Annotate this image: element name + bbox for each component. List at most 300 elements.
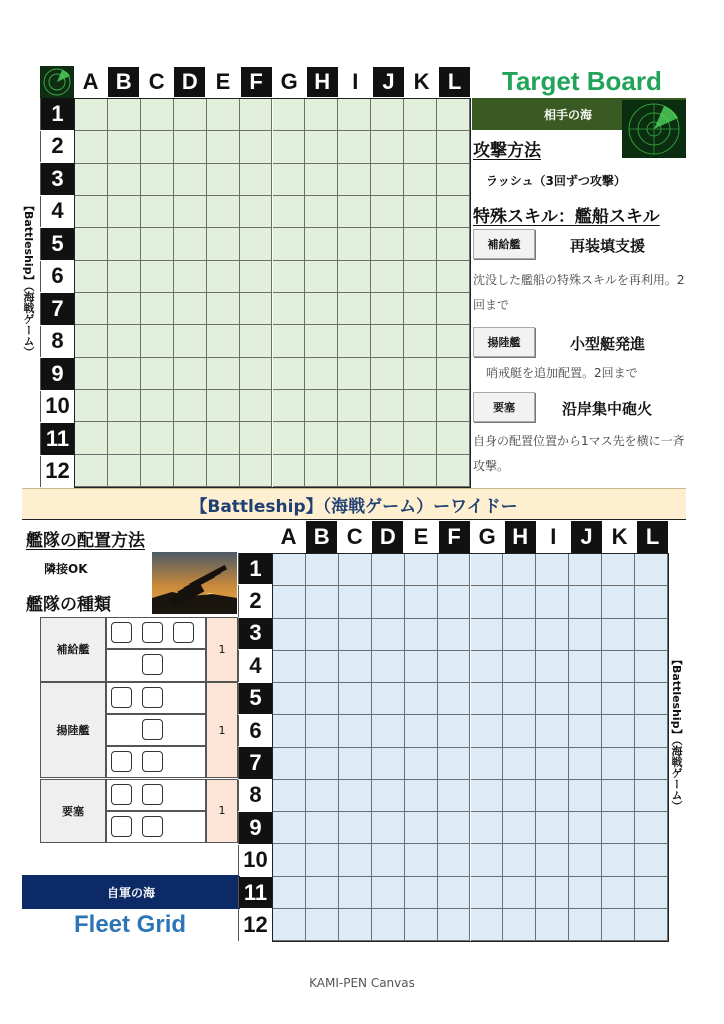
grid-cell[interactable] xyxy=(141,196,174,228)
grid-cell[interactable] xyxy=(141,261,174,293)
grid-cell[interactable] xyxy=(437,455,470,487)
grid-cell[interactable] xyxy=(371,164,404,196)
grid-cell[interactable] xyxy=(602,683,635,715)
grid-cell[interactable] xyxy=(437,196,470,228)
grid-cell[interactable] xyxy=(371,293,404,325)
ship-hit-checkbox[interactable] xyxy=(111,784,132,805)
grid-cell[interactable] xyxy=(339,683,372,715)
grid-cell[interactable] xyxy=(404,358,437,390)
ship-hit-checkbox[interactable] xyxy=(142,784,163,805)
grid-cell[interactable] xyxy=(207,228,240,260)
grid-cell[interactable] xyxy=(207,131,240,163)
grid-cell[interactable] xyxy=(438,909,471,941)
grid-cell[interactable] xyxy=(75,358,108,390)
grid-cell[interactable] xyxy=(503,844,536,876)
grid-cell[interactable] xyxy=(240,358,273,390)
grid-cell[interactable] xyxy=(75,99,108,131)
grid-cell[interactable] xyxy=(141,131,174,163)
ship-hit-checkbox[interactable] xyxy=(142,816,163,837)
grid-cell[interactable] xyxy=(338,455,371,487)
grid-cell[interactable] xyxy=(108,131,141,163)
grid-cell[interactable] xyxy=(602,877,635,909)
grid-cell[interactable] xyxy=(305,261,338,293)
grid-cell[interactable] xyxy=(438,780,471,812)
grid-cell[interactable] xyxy=(503,780,536,812)
grid-cell[interactable] xyxy=(503,586,536,618)
grid-cell[interactable] xyxy=(536,651,569,683)
grid-cell[interactable] xyxy=(75,228,108,260)
grid-cell[interactable] xyxy=(339,909,372,941)
grid-cell[interactable] xyxy=(339,554,372,586)
grid-cell[interactable] xyxy=(437,131,470,163)
grid-cell[interactable] xyxy=(174,131,207,163)
grid-cell[interactable] xyxy=(108,99,141,131)
grid-cell[interactable] xyxy=(602,715,635,747)
grid-cell[interactable] xyxy=(141,325,174,357)
grid-cell[interactable] xyxy=(305,293,338,325)
grid-cell[interactable] xyxy=(75,196,108,228)
grid-cell[interactable] xyxy=(405,748,438,780)
grid-cell[interactable] xyxy=(371,358,404,390)
grid-cell[interactable] xyxy=(75,390,108,422)
grid-cell[interactable] xyxy=(174,196,207,228)
grid-cell[interactable] xyxy=(602,586,635,618)
grid-cell[interactable] xyxy=(273,196,306,228)
grid-cell[interactable] xyxy=(273,554,306,586)
grid-cell[interactable] xyxy=(405,651,438,683)
grid-cell[interactable] xyxy=(405,877,438,909)
grid-cell[interactable] xyxy=(503,877,536,909)
grid-cell[interactable] xyxy=(306,748,339,780)
grid-cell[interactable] xyxy=(536,619,569,651)
grid-cell[interactable] xyxy=(371,325,404,357)
grid-cell[interactable] xyxy=(305,164,338,196)
grid-cell[interactable] xyxy=(75,131,108,163)
grid-cell[interactable] xyxy=(141,293,174,325)
grid-cell[interactable] xyxy=(405,844,438,876)
grid-cell[interactable] xyxy=(273,261,306,293)
grid-cell[interactable] xyxy=(471,619,504,651)
grid-cell[interactable] xyxy=(207,455,240,487)
grid-cell[interactable] xyxy=(404,422,437,454)
grid-cell[interactable] xyxy=(273,325,306,357)
grid-cell[interactable] xyxy=(207,325,240,357)
ship-hit-checkbox[interactable] xyxy=(142,751,163,772)
grid-cell[interactable] xyxy=(338,293,371,325)
grid-cell[interactable] xyxy=(240,228,273,260)
grid-cell[interactable] xyxy=(503,748,536,780)
grid-cell[interactable] xyxy=(75,164,108,196)
grid-cell[interactable] xyxy=(405,780,438,812)
grid-cell[interactable] xyxy=(174,164,207,196)
grid-cell[interactable] xyxy=(339,780,372,812)
grid-cell[interactable] xyxy=(108,228,141,260)
grid-cell[interactable] xyxy=(339,619,372,651)
grid-cell[interactable] xyxy=(438,877,471,909)
grid-cell[interactable] xyxy=(273,131,306,163)
grid-cell[interactable] xyxy=(273,651,306,683)
grid-cell[interactable] xyxy=(438,748,471,780)
grid-cell[interactable] xyxy=(273,358,306,390)
grid-cell[interactable] xyxy=(471,715,504,747)
grid-cell[interactable] xyxy=(339,748,372,780)
grid-cell[interactable] xyxy=(372,780,405,812)
grid-cell[interactable] xyxy=(273,909,306,941)
grid-cell[interactable] xyxy=(437,99,470,131)
grid-cell[interactable] xyxy=(305,455,338,487)
grid-cell[interactable] xyxy=(437,164,470,196)
grid-cell[interactable] xyxy=(404,390,437,422)
grid-cell[interactable] xyxy=(405,619,438,651)
grid-cell[interactable] xyxy=(108,164,141,196)
grid-cell[interactable] xyxy=(141,358,174,390)
grid-cell[interactable] xyxy=(338,99,371,131)
ship-hit-checkbox[interactable] xyxy=(142,719,163,740)
grid-cell[interactable] xyxy=(108,293,141,325)
grid-cell[interactable] xyxy=(536,812,569,844)
grid-cell[interactable] xyxy=(437,390,470,422)
grid-cell[interactable] xyxy=(240,99,273,131)
grid-cell[interactable] xyxy=(371,422,404,454)
grid-cell[interactable] xyxy=(536,780,569,812)
grid-cell[interactable] xyxy=(371,455,404,487)
grid-cell[interactable] xyxy=(438,715,471,747)
grid-cell[interactable] xyxy=(405,683,438,715)
grid-cell[interactable] xyxy=(471,909,504,941)
grid-cell[interactable] xyxy=(536,877,569,909)
grid-cell[interactable] xyxy=(404,228,437,260)
grid-cell[interactable] xyxy=(635,683,668,715)
grid-cell[interactable] xyxy=(602,651,635,683)
grid-cell[interactable] xyxy=(338,390,371,422)
grid-cell[interactable] xyxy=(569,586,602,618)
grid-cell[interactable] xyxy=(372,619,405,651)
grid-cell[interactable] xyxy=(405,715,438,747)
grid-cell[interactable] xyxy=(503,554,536,586)
grid-cell[interactable] xyxy=(635,780,668,812)
grid-cell[interactable] xyxy=(503,715,536,747)
grid-cell[interactable] xyxy=(602,844,635,876)
grid-cell[interactable] xyxy=(174,293,207,325)
grid-cell[interactable] xyxy=(602,554,635,586)
grid-cell[interactable] xyxy=(174,99,207,131)
grid-cell[interactable] xyxy=(536,844,569,876)
grid-cell[interactable] xyxy=(438,844,471,876)
grid-cell[interactable] xyxy=(437,358,470,390)
grid-cell[interactable] xyxy=(371,228,404,260)
grid-cell[interactable] xyxy=(273,422,306,454)
grid-cell[interactable] xyxy=(602,780,635,812)
grid-cell[interactable] xyxy=(339,844,372,876)
grid-cell[interactable] xyxy=(273,748,306,780)
grid-cell[interactable] xyxy=(372,651,405,683)
grid-cell[interactable] xyxy=(635,554,668,586)
grid-cell[interactable] xyxy=(207,196,240,228)
grid-cell[interactable] xyxy=(338,422,371,454)
grid-cell[interactable] xyxy=(569,780,602,812)
grid-cell[interactable] xyxy=(405,586,438,618)
grid-cell[interactable] xyxy=(339,586,372,618)
grid-cell[interactable] xyxy=(305,99,338,131)
grid-cell[interactable] xyxy=(338,131,371,163)
grid-cell[interactable] xyxy=(569,619,602,651)
grid-cell[interactable] xyxy=(569,651,602,683)
grid-cell[interactable] xyxy=(174,261,207,293)
grid-cell[interactable] xyxy=(273,99,306,131)
ship-hit-checkbox[interactable] xyxy=(111,687,132,708)
grid-cell[interactable] xyxy=(273,877,306,909)
grid-cell[interactable] xyxy=(405,554,438,586)
grid-cell[interactable] xyxy=(339,877,372,909)
grid-cell[interactable] xyxy=(273,164,306,196)
grid-cell[interactable] xyxy=(305,228,338,260)
grid-cell[interactable] xyxy=(404,325,437,357)
grid-cell[interactable] xyxy=(141,228,174,260)
grid-cell[interactable] xyxy=(240,325,273,357)
grid-cell[interactable] xyxy=(438,619,471,651)
grid-cell[interactable] xyxy=(372,586,405,618)
grid-cell[interactable] xyxy=(306,651,339,683)
grid-cell[interactable] xyxy=(471,844,504,876)
grid-cell[interactable] xyxy=(108,196,141,228)
grid-cell[interactable] xyxy=(503,651,536,683)
grid-cell[interactable] xyxy=(273,844,306,876)
grid-cell[interactable] xyxy=(437,261,470,293)
grid-cell[interactable] xyxy=(569,683,602,715)
grid-cell[interactable] xyxy=(372,683,405,715)
grid-cell[interactable] xyxy=(240,455,273,487)
grid-cell[interactable] xyxy=(635,748,668,780)
grid-cell[interactable] xyxy=(404,455,437,487)
grid-cell[interactable] xyxy=(306,683,339,715)
ship-hit-checkbox[interactable] xyxy=(142,687,163,708)
grid-cell[interactable] xyxy=(371,99,404,131)
grid-cell[interactable] xyxy=(240,131,273,163)
grid-cell[interactable] xyxy=(306,844,339,876)
grid-cell[interactable] xyxy=(404,99,437,131)
grid-cell[interactable] xyxy=(569,812,602,844)
grid-cell[interactable] xyxy=(305,422,338,454)
grid-cell[interactable] xyxy=(240,293,273,325)
grid-cell[interactable] xyxy=(635,619,668,651)
grid-cell[interactable] xyxy=(75,325,108,357)
grid-cell[interactable] xyxy=(372,715,405,747)
ship-hit-checkbox[interactable] xyxy=(111,751,132,772)
grid-cell[interactable] xyxy=(371,390,404,422)
grid-cell[interactable] xyxy=(371,261,404,293)
grid-cell[interactable] xyxy=(240,390,273,422)
grid-cell[interactable] xyxy=(635,715,668,747)
grid-cell[interactable] xyxy=(405,909,438,941)
grid-cell[interactable] xyxy=(306,715,339,747)
grid-cell[interactable] xyxy=(273,455,306,487)
grid-cell[interactable] xyxy=(75,293,108,325)
grid-cell[interactable] xyxy=(240,422,273,454)
grid-cell[interactable] xyxy=(141,455,174,487)
grid-cell[interactable] xyxy=(404,293,437,325)
grid-cell[interactable] xyxy=(635,586,668,618)
grid-cell[interactable] xyxy=(306,554,339,586)
grid-cell[interactable] xyxy=(536,554,569,586)
grid-cell[interactable] xyxy=(75,422,108,454)
grid-cell[interactable] xyxy=(174,228,207,260)
grid-cell[interactable] xyxy=(108,261,141,293)
grid-cell[interactable] xyxy=(471,780,504,812)
grid-cell[interactable] xyxy=(108,422,141,454)
grid-cell[interactable] xyxy=(306,619,339,651)
grid-cell[interactable] xyxy=(240,261,273,293)
grid-cell[interactable] xyxy=(405,812,438,844)
grid-cell[interactable] xyxy=(108,325,141,357)
grid-cell[interactable] xyxy=(404,164,437,196)
grid-cell[interactable] xyxy=(471,683,504,715)
grid-cell[interactable] xyxy=(207,293,240,325)
grid-cell[interactable] xyxy=(372,748,405,780)
grid-cell[interactable] xyxy=(108,455,141,487)
grid-cell[interactable] xyxy=(635,909,668,941)
grid-cell[interactable] xyxy=(536,683,569,715)
grid-cell[interactable] xyxy=(503,683,536,715)
grid-cell[interactable] xyxy=(338,228,371,260)
grid-cell[interactable] xyxy=(174,390,207,422)
grid-cell[interactable] xyxy=(305,390,338,422)
ship-hit-checkbox[interactable] xyxy=(111,622,132,643)
grid-cell[interactable] xyxy=(339,812,372,844)
grid-cell[interactable] xyxy=(273,683,306,715)
grid-cell[interactable] xyxy=(75,261,108,293)
grid-cell[interactable] xyxy=(273,390,306,422)
grid-cell[interactable] xyxy=(339,715,372,747)
grid-cell[interactable] xyxy=(306,586,339,618)
grid-cell[interactable] xyxy=(569,877,602,909)
grid-cell[interactable] xyxy=(273,293,306,325)
grid-cell[interactable] xyxy=(438,651,471,683)
grid-cell[interactable] xyxy=(108,358,141,390)
grid-cell[interactable] xyxy=(141,422,174,454)
grid-cell[interactable] xyxy=(503,619,536,651)
grid-cell[interactable] xyxy=(602,909,635,941)
grid-cell[interactable] xyxy=(635,877,668,909)
grid-cell[interactable] xyxy=(273,619,306,651)
grid-cell[interactable] xyxy=(569,748,602,780)
grid-cell[interactable] xyxy=(536,909,569,941)
grid-cell[interactable] xyxy=(174,325,207,357)
grid-cell[interactable] xyxy=(437,228,470,260)
grid-cell[interactable] xyxy=(338,261,371,293)
grid-cell[interactable] xyxy=(635,651,668,683)
grid-cell[interactable] xyxy=(438,683,471,715)
grid-cell[interactable] xyxy=(503,812,536,844)
grid-cell[interactable] xyxy=(305,131,338,163)
grid-cell[interactable] xyxy=(141,99,174,131)
ship-hit-checkbox[interactable] xyxy=(111,816,132,837)
grid-cell[interactable] xyxy=(438,554,471,586)
grid-cell[interactable] xyxy=(338,358,371,390)
grid-cell[interactable] xyxy=(240,196,273,228)
grid-cell[interactable] xyxy=(471,812,504,844)
grid-cell[interactable] xyxy=(273,586,306,618)
grid-cell[interactable] xyxy=(273,228,306,260)
grid-cell[interactable] xyxy=(207,390,240,422)
grid-cell[interactable] xyxy=(305,325,338,357)
grid-cell[interactable] xyxy=(602,748,635,780)
grid-cell[interactable] xyxy=(635,812,668,844)
grid-cell[interactable] xyxy=(306,780,339,812)
grid-cell[interactable] xyxy=(207,422,240,454)
grid-cell[interactable] xyxy=(471,554,504,586)
grid-cell[interactable] xyxy=(372,877,405,909)
grid-cell[interactable] xyxy=(536,715,569,747)
grid-cell[interactable] xyxy=(438,586,471,618)
grid-cell[interactable] xyxy=(338,325,371,357)
grid-cell[interactable] xyxy=(141,164,174,196)
grid-cell[interactable] xyxy=(371,131,404,163)
grid-cell[interactable] xyxy=(240,164,273,196)
grid-cell[interactable] xyxy=(141,390,174,422)
grid-cell[interactable] xyxy=(635,844,668,876)
grid-cell[interactable] xyxy=(569,844,602,876)
grid-cell[interactable] xyxy=(306,909,339,941)
grid-cell[interactable] xyxy=(207,99,240,131)
grid-cell[interactable] xyxy=(75,455,108,487)
grid-cell[interactable] xyxy=(372,909,405,941)
grid-cell[interactable] xyxy=(339,651,372,683)
grid-cell[interactable] xyxy=(437,325,470,357)
grid-cell[interactable] xyxy=(602,812,635,844)
grid-cell[interactable] xyxy=(371,196,404,228)
grid-cell[interactable] xyxy=(306,812,339,844)
grid-cell[interactable] xyxy=(207,261,240,293)
ship-hit-checkbox[interactable] xyxy=(142,622,163,643)
grid-cell[interactable] xyxy=(569,909,602,941)
grid-cell[interactable] xyxy=(602,619,635,651)
grid-cell[interactable] xyxy=(471,651,504,683)
grid-cell[interactable] xyxy=(273,812,306,844)
grid-cell[interactable] xyxy=(108,390,141,422)
grid-cell[interactable] xyxy=(471,586,504,618)
grid-cell[interactable] xyxy=(372,812,405,844)
grid-cell[interactable] xyxy=(174,422,207,454)
grid-cell[interactable] xyxy=(372,844,405,876)
grid-cell[interactable] xyxy=(305,358,338,390)
grid-cell[interactable] xyxy=(503,909,536,941)
grid-cell[interactable] xyxy=(437,293,470,325)
grid-cell[interactable] xyxy=(273,780,306,812)
grid-cell[interactable] xyxy=(536,586,569,618)
grid-cell[interactable] xyxy=(174,455,207,487)
grid-cell[interactable] xyxy=(273,715,306,747)
grid-cell[interactable] xyxy=(569,715,602,747)
grid-cell[interactable] xyxy=(207,164,240,196)
grid-cell[interactable] xyxy=(404,196,437,228)
grid-cell[interactable] xyxy=(404,131,437,163)
grid-cell[interactable] xyxy=(207,358,240,390)
grid-cell[interactable] xyxy=(438,812,471,844)
grid-cell[interactable] xyxy=(471,877,504,909)
grid-cell[interactable] xyxy=(306,877,339,909)
ship-hit-checkbox[interactable] xyxy=(142,654,163,675)
grid-cell[interactable] xyxy=(471,748,504,780)
ship-hit-checkbox[interactable] xyxy=(173,622,194,643)
grid-cell[interactable] xyxy=(305,196,338,228)
grid-cell[interactable] xyxy=(536,748,569,780)
grid-cell[interactable] xyxy=(569,554,602,586)
grid-cell[interactable] xyxy=(437,422,470,454)
grid-cell[interactable] xyxy=(174,358,207,390)
grid-cell[interactable] xyxy=(338,164,371,196)
grid-cell[interactable] xyxy=(338,196,371,228)
grid-cell[interactable] xyxy=(372,554,405,586)
